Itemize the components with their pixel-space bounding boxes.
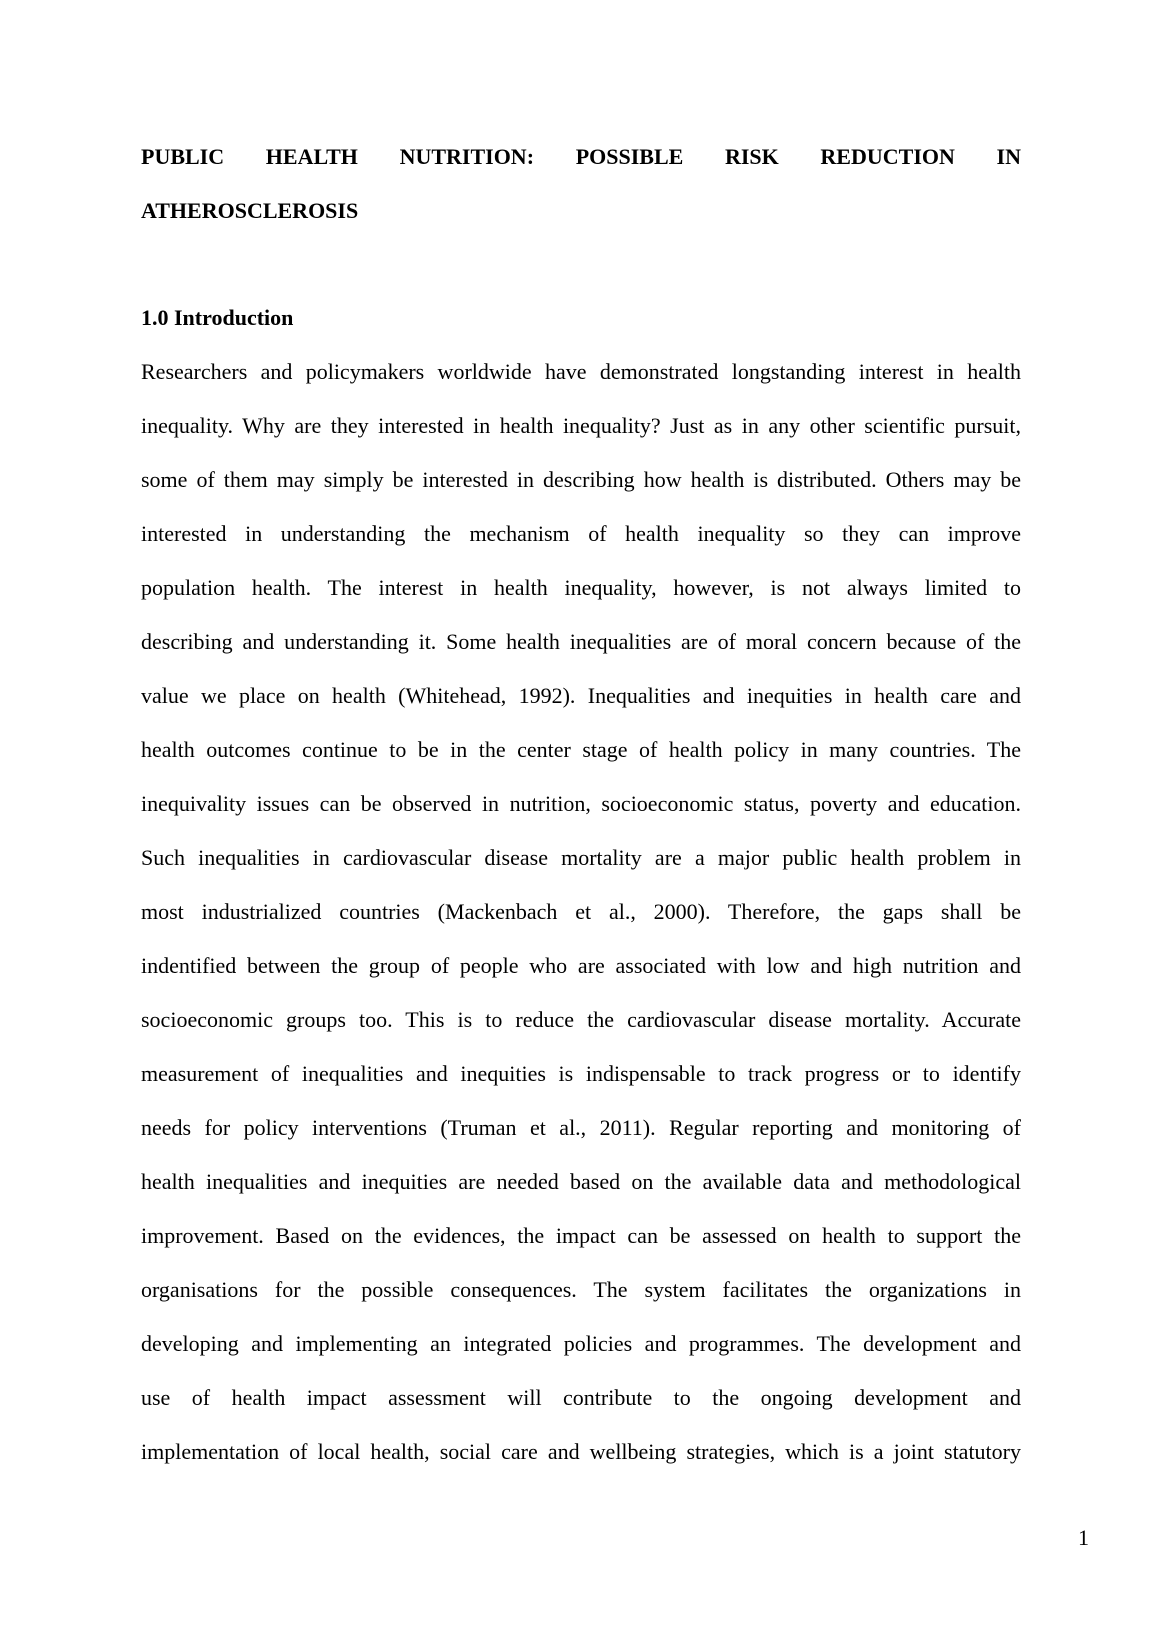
paragraph-line: Such inequalities in cardiovascular disease mortality are a major public health problem in [141, 845, 1021, 870]
paragraph-line: improvement. Based on the evidences, the impact can be assessed on health to support the [141, 1223, 1021, 1248]
paragraph-line: most industrialized countries (Mackenbach et al., 2000). Therefore, the gaps shall be [141, 899, 1021, 924]
paragraph-line: interested in understanding the mechanism of health inequality so they can improve [141, 521, 1021, 546]
paragraph-line: socioeconomic groups too. This is to reduce the cardiovascular disease mortality. Accurate [141, 1007, 1021, 1032]
paragraph-line: inequivality issues can be observed in nutrition, socioeconomic status, poverty and education. [141, 791, 1021, 816]
paragraph-line: indentified between the group of people who are associated with low and high nutrition and [141, 953, 1021, 978]
section-heading: 1.0 Introduction [141, 305, 294, 330]
paragraph-line: describing and understanding it. Some health inequalities are of moral concern because of the [141, 629, 1021, 654]
paragraph-line: Researchers and policymakers worldwide have demonstrated longstanding interest in health [141, 359, 1021, 384]
paragraph-line: health outcomes continue to be in the center stage of health policy in many countries. The [141, 737, 1021, 762]
paragraph-line: inequality. Why are they interested in health inequality? Just as in any other scientific pursuit, [141, 413, 1021, 438]
paragraph-line: measurement of inequalities and inequities is indispensable to track progress or to identify [141, 1061, 1021, 1086]
document-title-line-2: ATHEROSCLEROSIS [141, 198, 359, 223]
paragraph-line: some of them may simply be interested in describing how health is distributed. Others may be [141, 467, 1021, 492]
paragraph-line: health inequalities and inequities are needed based on the available data and methodological [141, 1169, 1021, 1194]
paragraph-line: needs for policy interventions (Truman et al., 2011). Regular reporting and monitoring of [141, 1115, 1021, 1140]
paragraph-line: developing and implementing an integrated policies and programmes. The development and [141, 1331, 1021, 1356]
page-number: 1 [1078, 1525, 1089, 1550]
paragraph-line: use of health impact assessment will contribute to the ongoing development and [141, 1385, 1021, 1410]
paragraph-line: value we place on health (Whitehead, 1992). Inequalities and inequities in health care and [141, 683, 1021, 708]
document-title-line-1: PUBLIC HEALTH NUTRITION: POSSIBLE RISK REDUCTION IN [141, 144, 1021, 169]
body-paragraph [141, 345, 1021, 1479]
document-page [141, 130, 1021, 1479]
paragraph-line: organisations for the possible consequences. The system facilitates the organizations in [141, 1277, 1021, 1302]
paragraph-line: implementation of local health, social care and wellbeing strategies, which is a joint statutory [141, 1439, 1021, 1464]
paragraph-line: population health. The interest in health inequality, however, is not always limited to [141, 575, 1021, 600]
